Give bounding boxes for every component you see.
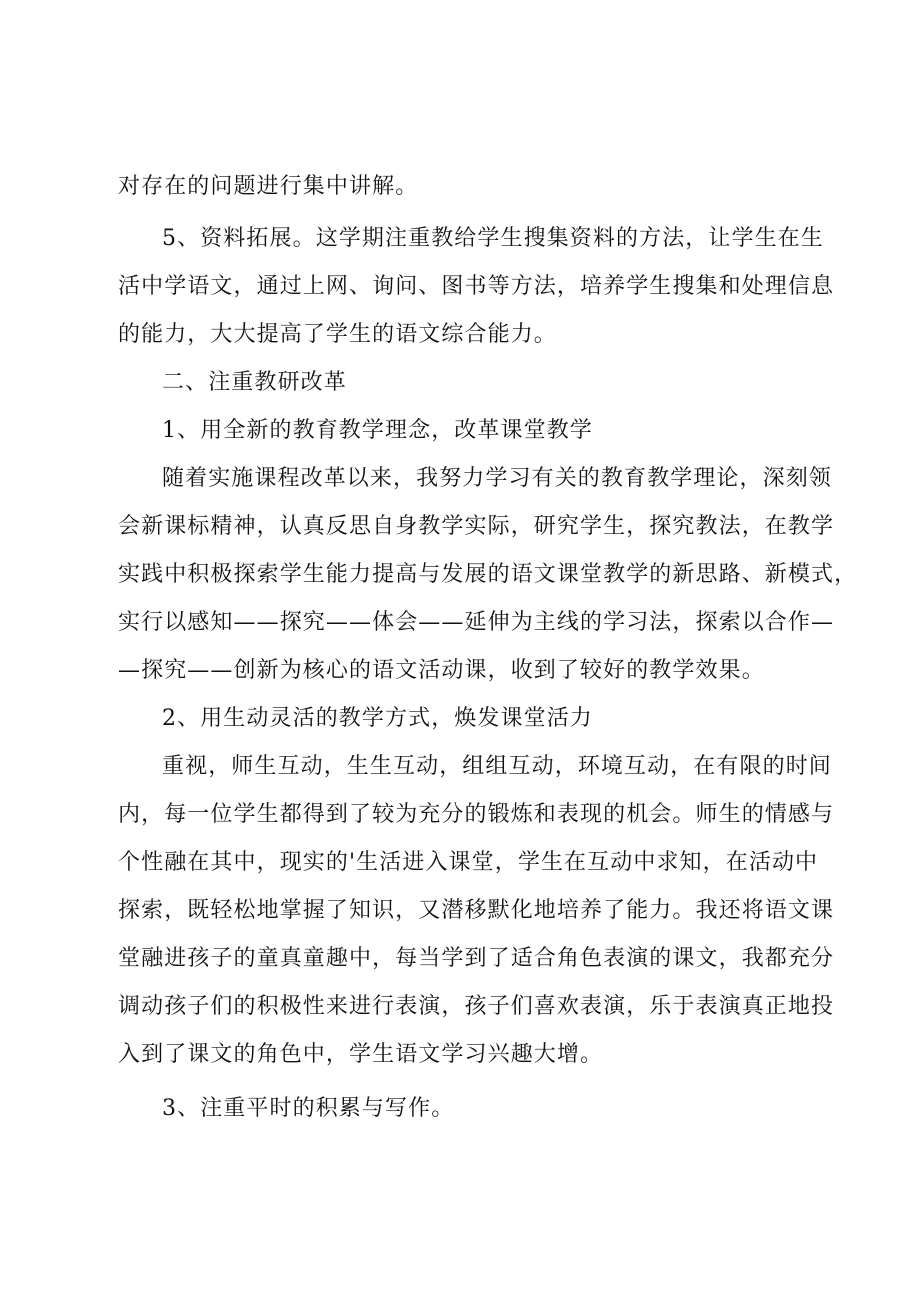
text-line-17: 堂融进孩子的童真童趣中，每当学到了适合角色表演的课文，我都充分	[118, 946, 835, 971]
text-line-14: 内，每一位学生都得到了较为充分的锻炼和表现的机会。师生的情感与	[118, 802, 835, 827]
text-line-2: 5、资料拓展。这学期注重教给学生搜集资料的方法，让学生在生	[162, 226, 824, 251]
subheading-3: 3、注重平时的积累与写作。	[162, 1096, 455, 1121]
text-line-11: —探究——创新为核心的语文活动课，收到了较好的教学效果。	[118, 658, 765, 683]
text-line-9: 实践中积极探索学生能力提高与发展的语文课堂教学的新思路、新模式，	[118, 562, 858, 587]
text-line-4: 的能力，大大提高了学生的语文综合能力。	[118, 322, 557, 347]
text-line-7: 随着实施课程改革以来，我努力学习有关的教育教学理论，深刻领	[162, 466, 832, 491]
text-line-15: 个性融在其中，现实的'生活进入课堂，学生在互动中求知，在活动中	[118, 850, 819, 875]
text-line-1: 对存在的问题进行集中讲解。	[118, 174, 419, 199]
subheading-1: 1、用全新的教育教学理念，改革课堂教学	[162, 418, 593, 443]
text-line-16: 探索，既轻松地掌握了知识，又潜移默化地培养了能力。我还将语文课	[118, 898, 835, 923]
text-line-10: 实行以感知——探究——体会——延伸为主线的学习法，探索以合作—	[118, 610, 835, 635]
text-line-8: 会新课标精神，认真反思自身教学实际，研究学生，探究教法，在教学	[118, 514, 835, 539]
text-line-18: 调动孩子们的积极性来进行表演，孩子们喜欢表演，乐于表演真正地投	[118, 994, 835, 1019]
subheading-2: 2、用生动灵活的教学方式，焕发课堂活力	[162, 706, 593, 731]
text-line-3: 活中学语文，通过上网、询问、图书等方法，培养学生搜集和处理信息	[118, 274, 835, 299]
text-line-19: 入到了课文的角色中，学生语文学习兴趣大增。	[118, 1042, 604, 1067]
text-line-13: 重视，师生互动，生生互动，组组互动，环境互动，在有限的时间	[162, 754, 832, 779]
section-heading: 二、注重教研改革	[162, 370, 347, 395]
